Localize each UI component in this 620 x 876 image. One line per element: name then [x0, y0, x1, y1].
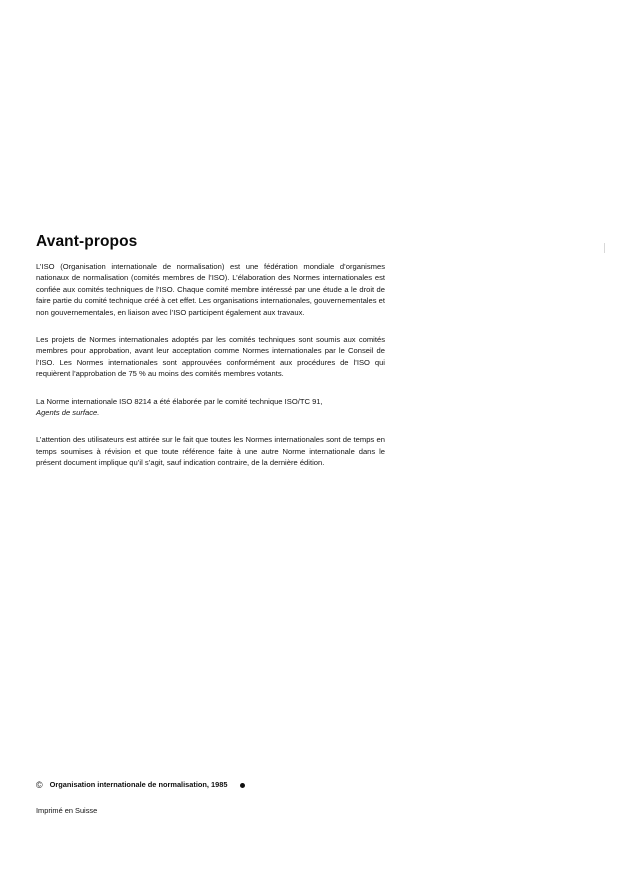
- copyright-line: [36, 780, 436, 790]
- paragraph-iso-description: L’ISO (Organisation internationale de normalisation) est une fédération mondiale d’organismes nationaux de normalisation (comités membres de l’ISO). L’élaboration des Normes internationales est confiée aux comités techniques de l’ISO. Chaque comité membre intéressé par une étude a le droit de faire partie du comité technique créé à cet effet. Les organisations internationales, gouvernementales et non gouvernementales, en liaison avec l’ISO participent également aux travaux.: [36, 262, 385, 317]
- copyright-icon: ©: [36, 780, 43, 790]
- printed-in: Imprimé en Suisse: [36, 806, 98, 815]
- copyright-organization: Organisation internationale de normalisation, 1985: [49, 780, 228, 789]
- edge-mark: [604, 243, 605, 253]
- bullet-icon: [240, 783, 245, 788]
- page-footer: [36, 780, 436, 816]
- page-title: Avant-propos: [36, 233, 138, 250]
- paragraph-approval-process: Les projets de Normes internationales adoptés par les comités techniques sont soumis aux comités membres pour approbation, avant leur acceptation comme Normes internationales par le Conseil de l’ISO. Les Normes internationales sont approuvées conformément aux procédures de l’ISO qui requièrent l’approbation de 75 % au moins des comités membres votants.: [36, 335, 385, 379]
- foreword-section: [36, 232, 385, 485]
- standard-origin-text: La Norme internationale ISO 8214 a été élaborée par le comité technique ISO/TC 91,: [36, 396, 323, 406]
- committee-name: Agents de surface.: [36, 408, 100, 418]
- paragraph-standard-origin: [36, 396, 385, 419]
- paragraph-revision-notice: L’attention des utilisateurs est attirée sur le fait que toutes les Normes internationales sont de temps en temps soumises à révision et que toute référence faite à une autre Norme internationale dans le présent document implique qu’il s’agit, sauf indication contraire, de la dernière édition.: [36, 435, 385, 468]
